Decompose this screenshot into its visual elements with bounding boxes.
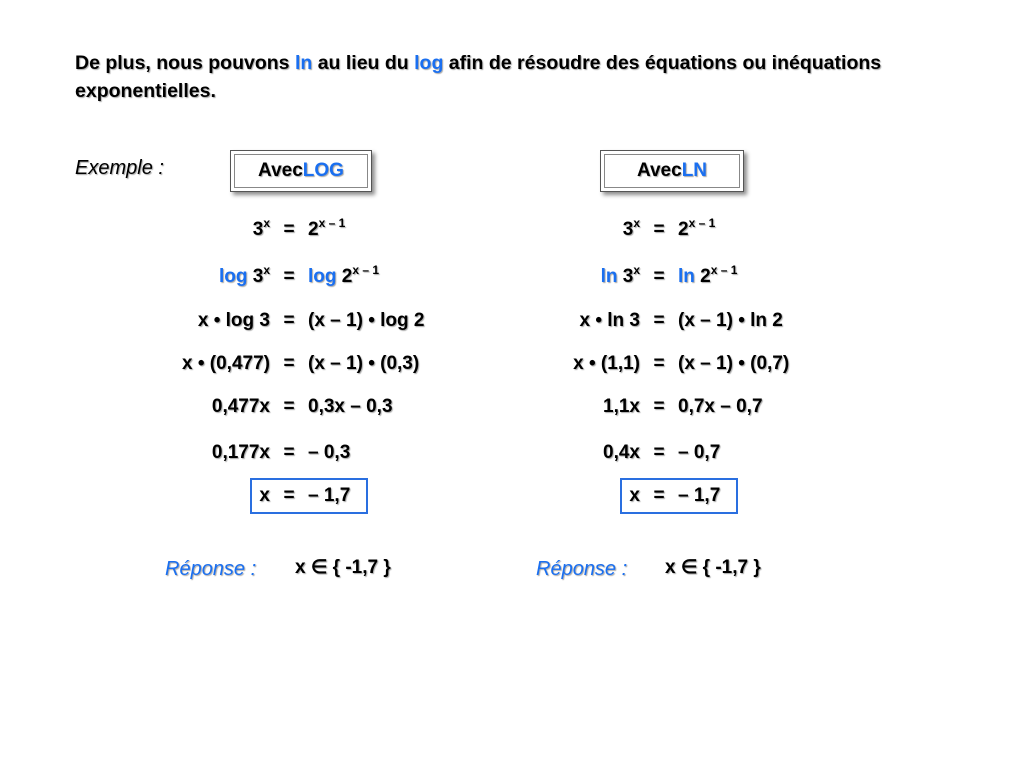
- rhs-text: – 0,7: [678, 442, 721, 463]
- step-lhs: [440, 263, 640, 288]
- lhs-exponent: x: [263, 263, 270, 277]
- intro-ln-keyword: ln: [294, 52, 313, 74]
- ln-method-header: [600, 150, 744, 192]
- ln-header-keyword: LN: [681, 160, 708, 181]
- step-lhs: [440, 485, 640, 507]
- step-rhs: [678, 396, 763, 418]
- step-lhs: [440, 216, 640, 241]
- log-header-prefix: Avec: [258, 160, 303, 181]
- equals-sign: =: [283, 353, 295, 374]
- rhs-text: 2: [308, 219, 319, 240]
- step-lhs: [440, 353, 640, 375]
- rhs-text: – 1,7: [308, 485, 351, 506]
- right-step-1: [440, 215, 920, 245]
- lhs-text: x • ln 3: [579, 310, 640, 331]
- step-rhs: [308, 263, 380, 288]
- lhs-text: 0,477x: [211, 396, 270, 417]
- rhs-exponent: x – 1: [318, 216, 346, 230]
- step-lhs: [70, 310, 270, 332]
- lhs-text: 0,4x: [603, 442, 640, 463]
- equals-sign: =: [653, 310, 665, 331]
- rhs-text: (x – 1) • (0,7): [678, 353, 790, 374]
- lhs-exponent: x: [263, 216, 270, 230]
- log-answer-label: Réponse :: [165, 558, 257, 580]
- step-lhs: [70, 396, 270, 418]
- equals-sign: =: [283, 310, 295, 331]
- lhs-text: 0,177x: [211, 442, 270, 463]
- lhs-text: x: [259, 485, 270, 506]
- lhs-text: x • log 3: [197, 310, 270, 331]
- step-rhs: [308, 442, 350, 464]
- step-rhs: [678, 442, 720, 464]
- equals-sign: =: [283, 442, 295, 463]
- log-method-header: [230, 150, 372, 192]
- example-label: Exemple :: [75, 157, 164, 179]
- step-rhs: [308, 353, 419, 375]
- step-rhs: [678, 216, 716, 241]
- function-keyword: log: [218, 266, 248, 287]
- function-keyword: ln: [678, 266, 695, 287]
- intro-log-keyword: log: [414, 52, 444, 74]
- equals-sign: =: [653, 266, 665, 287]
- equals-sign: =: [653, 396, 665, 417]
- ln-header-prefix: Avec: [636, 160, 682, 181]
- right-step-6: [440, 438, 920, 468]
- rhs-text: 2: [336, 266, 353, 287]
- rhs-exponent: x – 1: [352, 263, 380, 277]
- lhs-text: 3: [247, 266, 264, 287]
- lhs-text: x: [629, 485, 640, 506]
- equals-sign: =: [283, 485, 295, 506]
- rhs-text: 0,3x – 0,3: [308, 396, 393, 417]
- intro-text-1: De plus, nous pouvons: [75, 52, 295, 74]
- equals-sign: =: [653, 485, 665, 506]
- ln-result-box: [620, 478, 738, 514]
- step-rhs: [678, 310, 783, 332]
- right-step-4: [440, 349, 920, 379]
- lhs-text: 1,1x: [603, 396, 640, 417]
- right-step-2: [440, 262, 920, 292]
- step-rhs: [678, 353, 789, 375]
- intro-text-2: au lieu du: [312, 52, 415, 74]
- step-lhs: [70, 442, 270, 464]
- function-keyword: ln: [600, 266, 618, 287]
- step-lhs: [70, 263, 270, 288]
- step-lhs: [70, 353, 270, 375]
- rhs-text: (x – 1) • (0,3): [308, 353, 420, 374]
- equals-sign: =: [283, 396, 295, 417]
- right-step-3: [440, 306, 920, 336]
- step-rhs: [308, 396, 393, 418]
- right-step-5: [440, 392, 920, 422]
- rhs-text: (x – 1) • ln 2: [678, 310, 783, 331]
- rhs-text: 2: [678, 219, 689, 240]
- rhs-text: 2: [694, 266, 711, 287]
- lhs-text: 3: [252, 219, 264, 240]
- function-keyword: log: [308, 266, 337, 287]
- step-lhs: [440, 442, 640, 464]
- rhs-text: 0,7x – 0,7: [678, 396, 763, 417]
- rhs-text: (x – 1) • log 2: [308, 310, 425, 331]
- rhs-text: – 1,7: [678, 485, 721, 506]
- equals-sign: =: [653, 442, 665, 463]
- equals-sign: =: [283, 219, 295, 240]
- ln-answer-label: Réponse :: [536, 558, 628, 580]
- step-rhs: [308, 310, 424, 332]
- lhs-exponent: x: [633, 216, 640, 230]
- intro-text-3: afin de résoudre des équations ou inéquations exponentielles.: [75, 52, 882, 102]
- ln-answer-value: x ∈ { -1,7 }: [665, 557, 761, 578]
- equals-sign: =: [653, 219, 665, 240]
- rhs-exponent: x – 1: [710, 263, 738, 277]
- log-answer-value: x ∈ { -1,7 }: [295, 557, 391, 578]
- lhs-text: x • (0,477): [182, 353, 270, 374]
- lhs-text: 3: [617, 266, 634, 287]
- step-rhs: [678, 263, 738, 288]
- step-lhs: [440, 310, 640, 332]
- lhs-exponent: x: [633, 263, 640, 277]
- step-rhs: [308, 216, 346, 241]
- log-result-box: [250, 478, 368, 514]
- lhs-text: x • (1,1): [573, 353, 640, 374]
- lhs-text: 3: [622, 219, 634, 240]
- equals-sign: =: [283, 266, 295, 287]
- rhs-text: – 0,3: [308, 442, 351, 463]
- rhs-exponent: x – 1: [688, 216, 716, 230]
- intro-paragraph: [75, 49, 955, 105]
- step-lhs: [70, 216, 270, 241]
- log-header-keyword: LOG: [302, 160, 344, 181]
- step-lhs: [70, 485, 270, 507]
- step-lhs: [440, 396, 640, 418]
- equals-sign: =: [653, 353, 665, 374]
